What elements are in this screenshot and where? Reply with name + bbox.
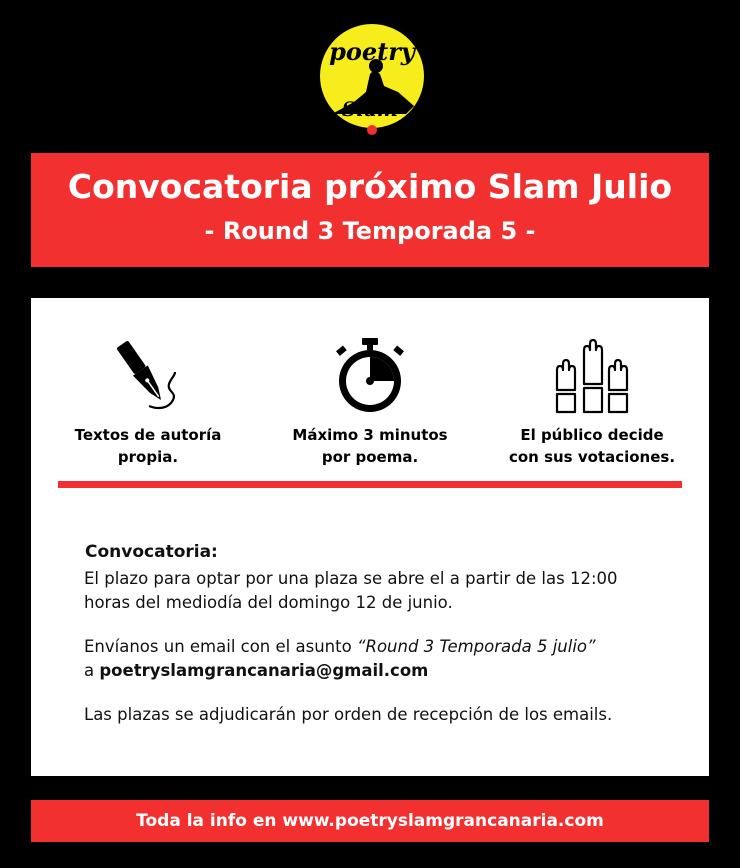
email-address-link[interactable]: poetryslamgrancanaria@gmail.com bbox=[99, 661, 429, 680]
feature-time-limit-line2: por poema. bbox=[321, 448, 419, 466]
email-instruction: Envíanos un email con el asunto bbox=[84, 637, 357, 656]
feature-public-vote bbox=[487, 336, 697, 468]
divider bbox=[58, 481, 682, 488]
logo-text-poetry: poetry bbox=[329, 37, 415, 66]
feature-authorship bbox=[43, 336, 253, 468]
feature-time-limit bbox=[265, 336, 475, 468]
email-subject: “Round 3 Temporada 5 julio” bbox=[356, 637, 596, 656]
deadline-line1: El plazo para optar por una plaza se abre el a partir de las 12:00 bbox=[84, 569, 618, 588]
footer-banner bbox=[31, 800, 709, 842]
deadline-line2: horas del mediodía del domingo 12 de junio. bbox=[84, 593, 453, 612]
stopwatch-icon bbox=[325, 336, 415, 416]
fountain-pen-icon bbox=[103, 336, 193, 416]
call-heading: Convocatoria: bbox=[85, 542, 218, 562]
page-title: Convocatoria próximo Slam Julio bbox=[67, 167, 673, 206]
email-prefix: a bbox=[84, 661, 100, 680]
page-subtitle: - Round 3 Temporada 5 - bbox=[204, 217, 536, 245]
feature-public-vote-line1: El público decide bbox=[520, 426, 664, 444]
raised-hands-icon bbox=[547, 336, 637, 416]
allocation-note: Las plazas se adjudicarán por orden de recepción de los emails. bbox=[84, 705, 613, 724]
feature-authorship-line1: Textos de autoría bbox=[74, 426, 222, 444]
footer-website-text[interactable]: Toda la info en www.poetryslamgrancanaria.com bbox=[136, 811, 604, 831]
feature-time-limit-line1: Máximo 3 minutos bbox=[292, 426, 448, 444]
header-banner bbox=[31, 153, 709, 267]
call-details bbox=[84, 542, 684, 727]
poetry-slam-logo bbox=[310, 22, 434, 138]
feature-public-vote-line2: con sus votaciones. bbox=[508, 448, 676, 466]
logo-graphic bbox=[310, 22, 434, 138]
logo-text-slam: Slam bbox=[341, 97, 399, 121]
info-card bbox=[31, 298, 709, 776]
feature-authorship-line2: propia. bbox=[117, 448, 179, 466]
